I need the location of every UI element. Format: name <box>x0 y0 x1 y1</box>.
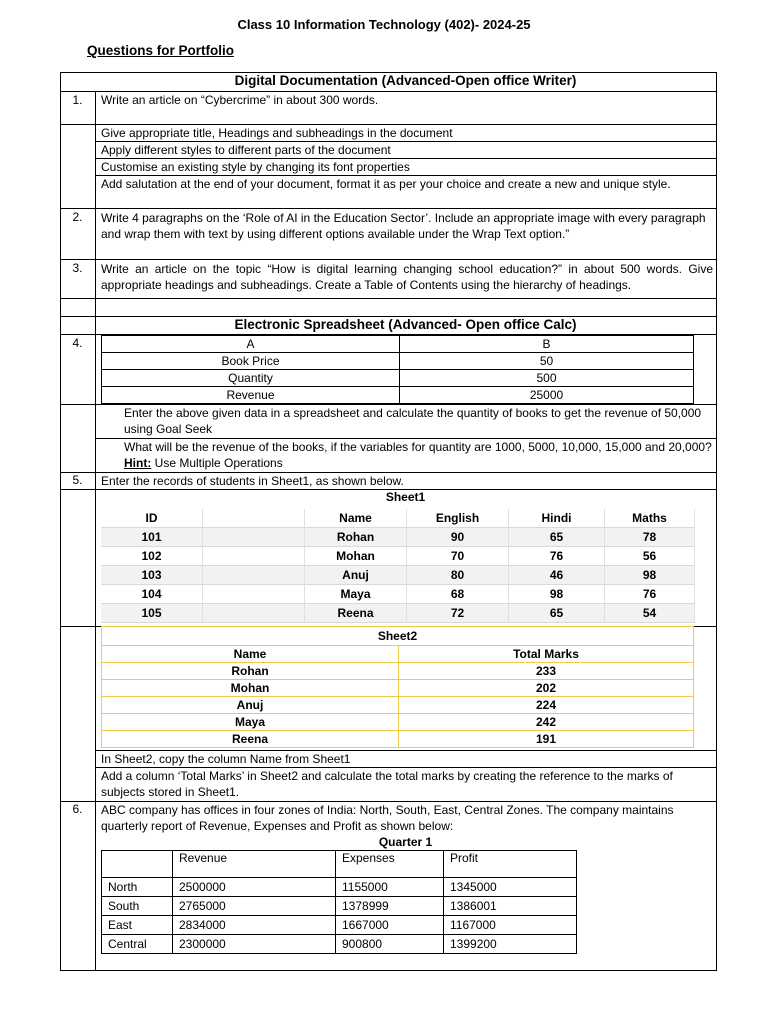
table-cell: 1399200 <box>444 935 577 954</box>
question-5-task-copy-name: In Sheet2, copy the column Name from Sheet1 <box>101 752 351 766</box>
table-cell: 1167000 <box>444 916 577 935</box>
row-divider <box>60 298 717 299</box>
table-cell: 76 <box>509 547 605 566</box>
question-number: 3. <box>72 261 83 275</box>
table-cell: 46 <box>509 566 605 585</box>
table-cell: 104 <box>101 585 203 604</box>
table-row <box>102 353 694 370</box>
table-cell: 1345000 <box>444 878 577 897</box>
table-cell: Mohan <box>305 547 407 566</box>
table-row <box>102 697 694 714</box>
table-cell: Revenue <box>102 387 400 404</box>
question-4-task-goal-seek: Enter the above given data in a spreadsheet and calculate the quantity of books to get the revenue of 50,000 using Goal Seek <box>124 406 702 436</box>
table-cell: 2500000 <box>173 878 336 897</box>
table-cell: Central <box>102 935 173 954</box>
column-header: Maths <box>605 509 695 528</box>
sheet1-table <box>101 509 695 623</box>
table-border-left <box>60 72 61 971</box>
table-cell: Anuj <box>305 566 407 585</box>
row-divider <box>60 259 717 260</box>
table-cell: 65 <box>509 604 605 623</box>
table-header-row <box>102 336 694 353</box>
table-cell: 224 <box>399 697 694 714</box>
question-number: 2. <box>72 210 83 224</box>
hint-label: Hint: <box>124 456 152 470</box>
table-cell: 102 <box>101 547 203 566</box>
task-text: What will be the revenue of the books, if the variables for quantity are 1000, 5000, 10,000, 15,000 and 20,000? <box>124 440 712 454</box>
section-heading-calc: Electronic Spreadsheet (Advanced- Open office Calc) <box>234 317 577 332</box>
column-header: ID <box>101 509 203 528</box>
table-cell: 1667000 <box>336 916 444 935</box>
table-row <box>102 878 577 897</box>
question-number: 4. <box>72 336 83 350</box>
table-cell: Book Price <box>102 353 400 370</box>
table-cell: 1378999 <box>336 897 444 916</box>
question-5-task-total-marks: Add a column ‘Total Marks’ in Sheet2 and calculate the total marks by creating the reference to the marks of subjects stored in Sheet1. <box>101 769 673 799</box>
table-cell: 105 <box>101 604 203 623</box>
table-cell <box>203 566 305 585</box>
column-header: Profit <box>444 851 577 878</box>
document-title: Class 10 Information Technology (402)- 2024-25 <box>237 17 531 32</box>
sheet2-title-row <box>102 627 694 646</box>
table-cell: East <box>102 916 173 935</box>
column-header: Expenses <box>336 851 444 878</box>
question-1-text: Write an article on “Cybercrime” in about 300 words. <box>101 93 379 107</box>
column-header: A <box>102 336 400 353</box>
sheet2-title: Sheet2 <box>102 627 694 646</box>
table-cell: 78 <box>605 528 695 547</box>
column-header: B <box>400 336 694 353</box>
table-cell: 70 <box>407 547 509 566</box>
table-cell: 65 <box>509 528 605 547</box>
question-number: 6. <box>72 802 83 816</box>
table-cell: 68 <box>407 585 509 604</box>
table-cell: 25000 <box>400 387 694 404</box>
question-number: 1. <box>72 93 83 107</box>
column-header: Name <box>305 509 407 528</box>
table-cell: 54 <box>605 604 695 623</box>
table-cell: Quantity <box>102 370 400 387</box>
column-header <box>203 509 305 528</box>
table-cell: 98 <box>509 585 605 604</box>
table-header-row <box>102 646 694 663</box>
sheet2-table <box>101 626 694 748</box>
table-cell: South <box>102 897 173 916</box>
table-cell: Rohan <box>305 528 407 547</box>
table-cell: 191 <box>399 731 694 748</box>
table-row <box>102 897 577 916</box>
table-header-row <box>102 851 577 878</box>
table-row <box>102 731 694 748</box>
table-cell: 2834000 <box>173 916 336 935</box>
column-header: Name <box>102 646 399 663</box>
table-cell: North <box>102 878 173 897</box>
question-2-text: Write 4 paragraphs on the ‘Role of AI in the Education Sector’. Include an appropriate image with every paragraph and wrap them with text by using different options available under the Wrap Text option.” <box>101 211 706 241</box>
table-row <box>102 714 694 731</box>
table-cell: Rohan <box>102 663 399 680</box>
table-border-right <box>716 72 717 971</box>
table-cell: Reena <box>305 604 407 623</box>
sheet1-title: Sheet1 <box>385 490 426 504</box>
question-1-step: Apply different styles to different parts of the document <box>101 143 391 157</box>
question-1-step: Add salutation at the end of your document, format it as per your choice and create a new and unique style. <box>101 177 671 191</box>
table-row <box>101 604 695 623</box>
table-cell: 900800 <box>336 935 444 954</box>
table-row <box>102 387 694 404</box>
table-row <box>102 916 577 935</box>
section-heading-writer: Digital Documentation (Advanced-Open office Writer) <box>234 73 577 88</box>
question-4-task-multiple-operations <box>124 439 714 471</box>
table-border-bottom <box>60 970 717 971</box>
table-cell: Anuj <box>102 697 399 714</box>
table-row <box>101 528 695 547</box>
table-cell: 72 <box>407 604 509 623</box>
table-cell: 2765000 <box>173 897 336 916</box>
table-header-row <box>101 509 695 528</box>
question-number: 5. <box>72 473 83 487</box>
table-row <box>102 663 694 680</box>
question-6-text: ABC company has offices in four zones of India: North, South, East, Central Zones. The company maintains quarterly report of Revenue, Expenses and Profit as shown below: <box>101 803 674 833</box>
question-3-text: Write an article on the topic “How is digital learning changing school education?” in about 500 words. Give appropriate headings and subheadings. Create a Table of Contents using the hierarchy of headings. <box>101 262 713 292</box>
table-row <box>101 566 695 585</box>
table-cell: 50 <box>400 353 694 370</box>
column-header: English <box>407 509 509 528</box>
table-cell: Maya <box>305 585 407 604</box>
table-cell: 1155000 <box>336 878 444 897</box>
hint-text: Use Multiple Operations <box>154 456 283 470</box>
table-cell: 202 <box>399 680 694 697</box>
quarter-1-title: Quarter 1 <box>378 835 433 849</box>
table-cell: 90 <box>407 528 509 547</box>
table-row <box>101 585 695 604</box>
column-header: Hindi <box>509 509 605 528</box>
portfolio-heading: Questions for Portfolio <box>87 43 234 58</box>
table-cell <box>203 604 305 623</box>
table-cell: 500 <box>400 370 694 387</box>
table-row <box>102 680 694 697</box>
table-cell: 101 <box>101 528 203 547</box>
column-header: Total Marks <box>399 646 694 663</box>
row-divider <box>60 208 717 209</box>
quarter-1-table <box>101 850 577 954</box>
table-cell: 80 <box>407 566 509 585</box>
table-cell: 242 <box>399 714 694 731</box>
goal-seek-table <box>101 335 694 404</box>
table-cell: 233 <box>399 663 694 680</box>
table-row <box>102 935 577 954</box>
table-row <box>101 547 695 566</box>
table-cell <box>203 528 305 547</box>
table-cell <box>203 547 305 566</box>
question-1-step: Customise an existing style by changing its font properties <box>101 160 410 174</box>
table-cell: 98 <box>605 566 695 585</box>
table-cell <box>203 585 305 604</box>
column-header: Revenue <box>173 851 336 878</box>
column-header <box>102 851 173 878</box>
table-cell: Mohan <box>102 680 399 697</box>
table-cell: 56 <box>605 547 695 566</box>
table-cell: 1386001 <box>444 897 577 916</box>
table-cell: 76 <box>605 585 695 604</box>
question-1-step: Give appropriate title, Headings and subheadings in the document <box>101 126 453 140</box>
question-5-text: Enter the records of students in Sheet1, as shown below. <box>101 474 404 488</box>
table-cell: Maya <box>102 714 399 731</box>
table-cell: 103 <box>101 566 203 585</box>
table-row <box>102 370 694 387</box>
table-cell: Reena <box>102 731 399 748</box>
table-cell: 2300000 <box>173 935 336 954</box>
